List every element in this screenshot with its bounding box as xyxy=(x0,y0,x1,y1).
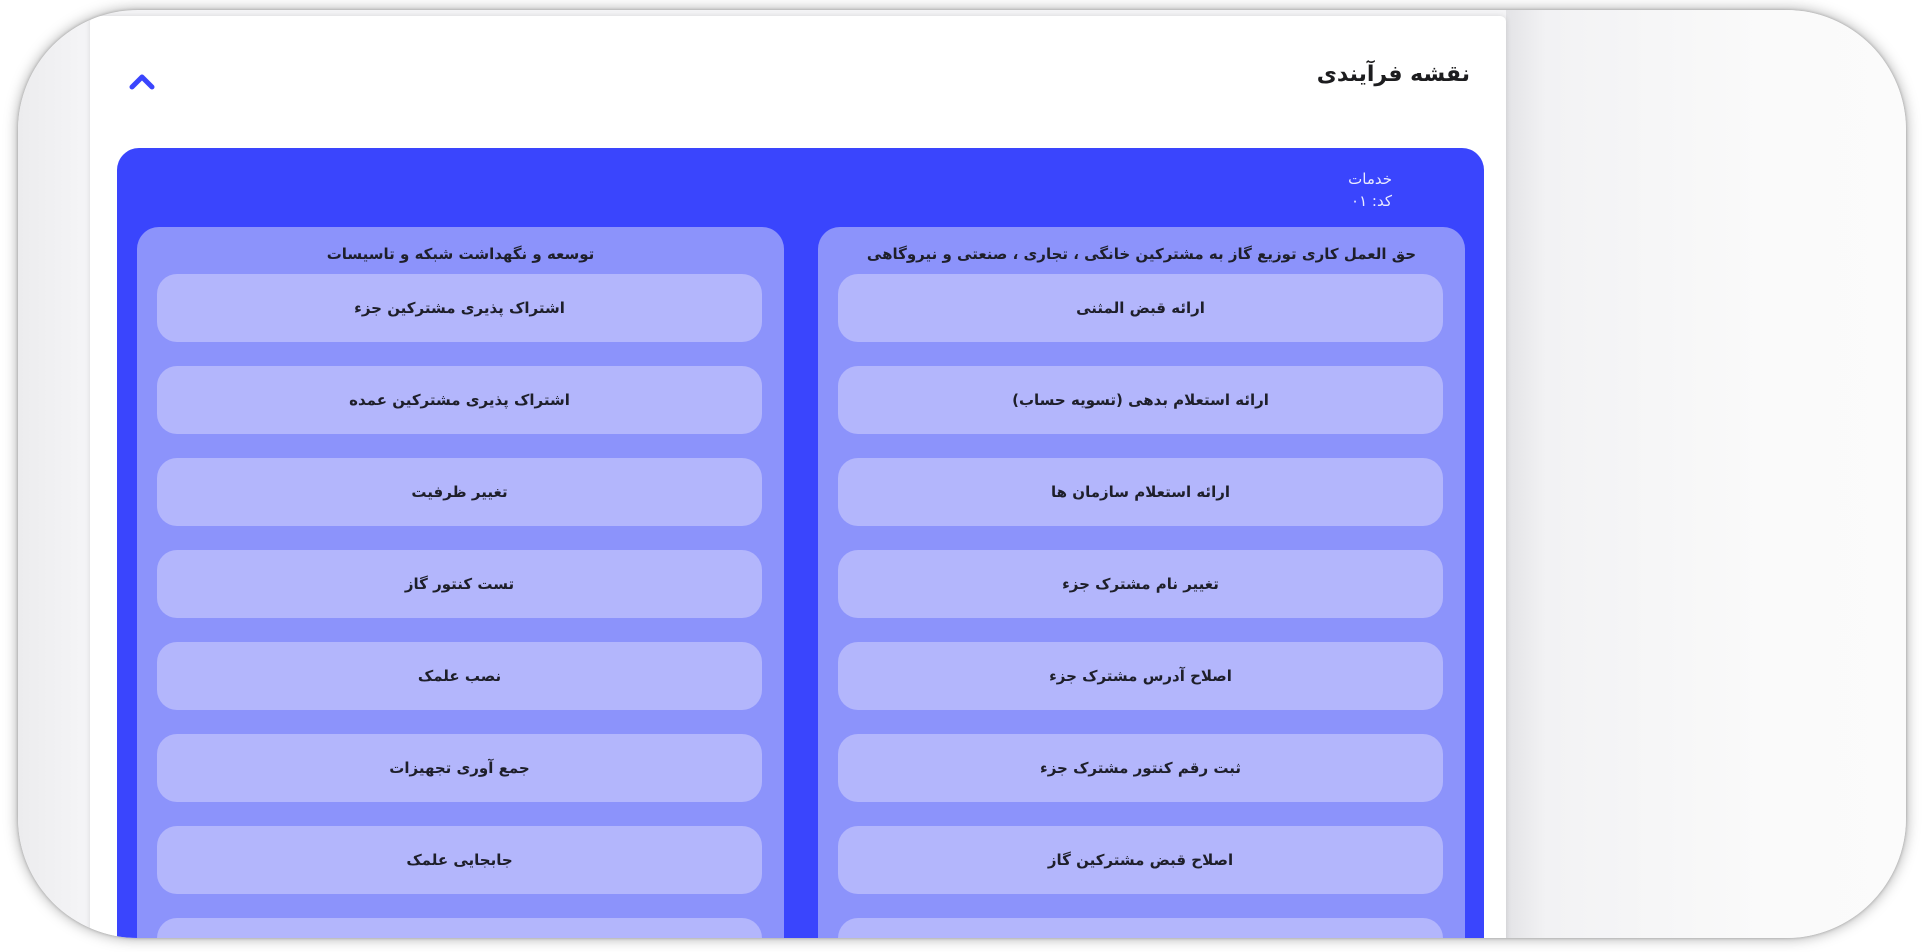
list-item[interactable]: ارائه استعلام سازمان ها xyxy=(838,458,1443,526)
list-item[interactable]: ارائه قبض المثنی xyxy=(838,274,1443,342)
services-panel xyxy=(117,148,1484,938)
list-item[interactable]: اشتراک پذیری مشترکین جزء xyxy=(157,274,762,342)
page-title: نقشه فرآیندی xyxy=(1316,62,1470,87)
list-item[interactable]: تست کنتور گاز xyxy=(157,550,762,618)
column-title: حق العمل کاری توزیع گاز به مشترکین خانگی ، تجاری ، صنعتی و نیروگاهی xyxy=(866,245,1417,263)
panel-name: خدمات xyxy=(1348,170,1392,188)
list-item[interactable]: اصلاح قبض مشترکین گاز xyxy=(838,826,1443,894)
right-side-area xyxy=(1506,10,1906,938)
list-item[interactable]: تغییر نام مشترک جزء xyxy=(838,550,1443,618)
column-title: توسعه و نگهداشت شبکه و تاسیسات xyxy=(326,245,595,263)
list-item[interactable]: ثبت رقم کنتور مشترک جزء xyxy=(838,734,1443,802)
chevron-up-icon xyxy=(126,68,158,94)
list-item[interactable]: جابجایی علمک xyxy=(157,826,762,894)
list-item-partial[interactable] xyxy=(157,918,762,938)
list-item[interactable]: اصلاح آدرس مشترک جزء xyxy=(838,642,1443,710)
list-item[interactable]: اشتراک پذیری مشترکین عمده xyxy=(157,366,762,434)
screen-frame xyxy=(18,10,1906,938)
left-margin xyxy=(18,10,90,938)
list-item[interactable]: جمع آوری تجهیزات xyxy=(157,734,762,802)
column-network-development xyxy=(137,227,784,938)
collapse-button[interactable] xyxy=(126,68,158,94)
process-map-card xyxy=(90,16,1506,938)
panel-header xyxy=(1348,168,1392,212)
list-item[interactable]: ارائه استعلام بدهی (تسویه حساب) xyxy=(838,366,1443,434)
list-item[interactable]: نصب علمک xyxy=(157,642,762,710)
panel-code: کد: ۰۱ xyxy=(1351,192,1392,210)
list-item[interactable]: تغییر ظرفیت xyxy=(157,458,762,526)
column-gas-distribution xyxy=(818,227,1465,938)
list-item-partial[interactable] xyxy=(838,918,1443,938)
